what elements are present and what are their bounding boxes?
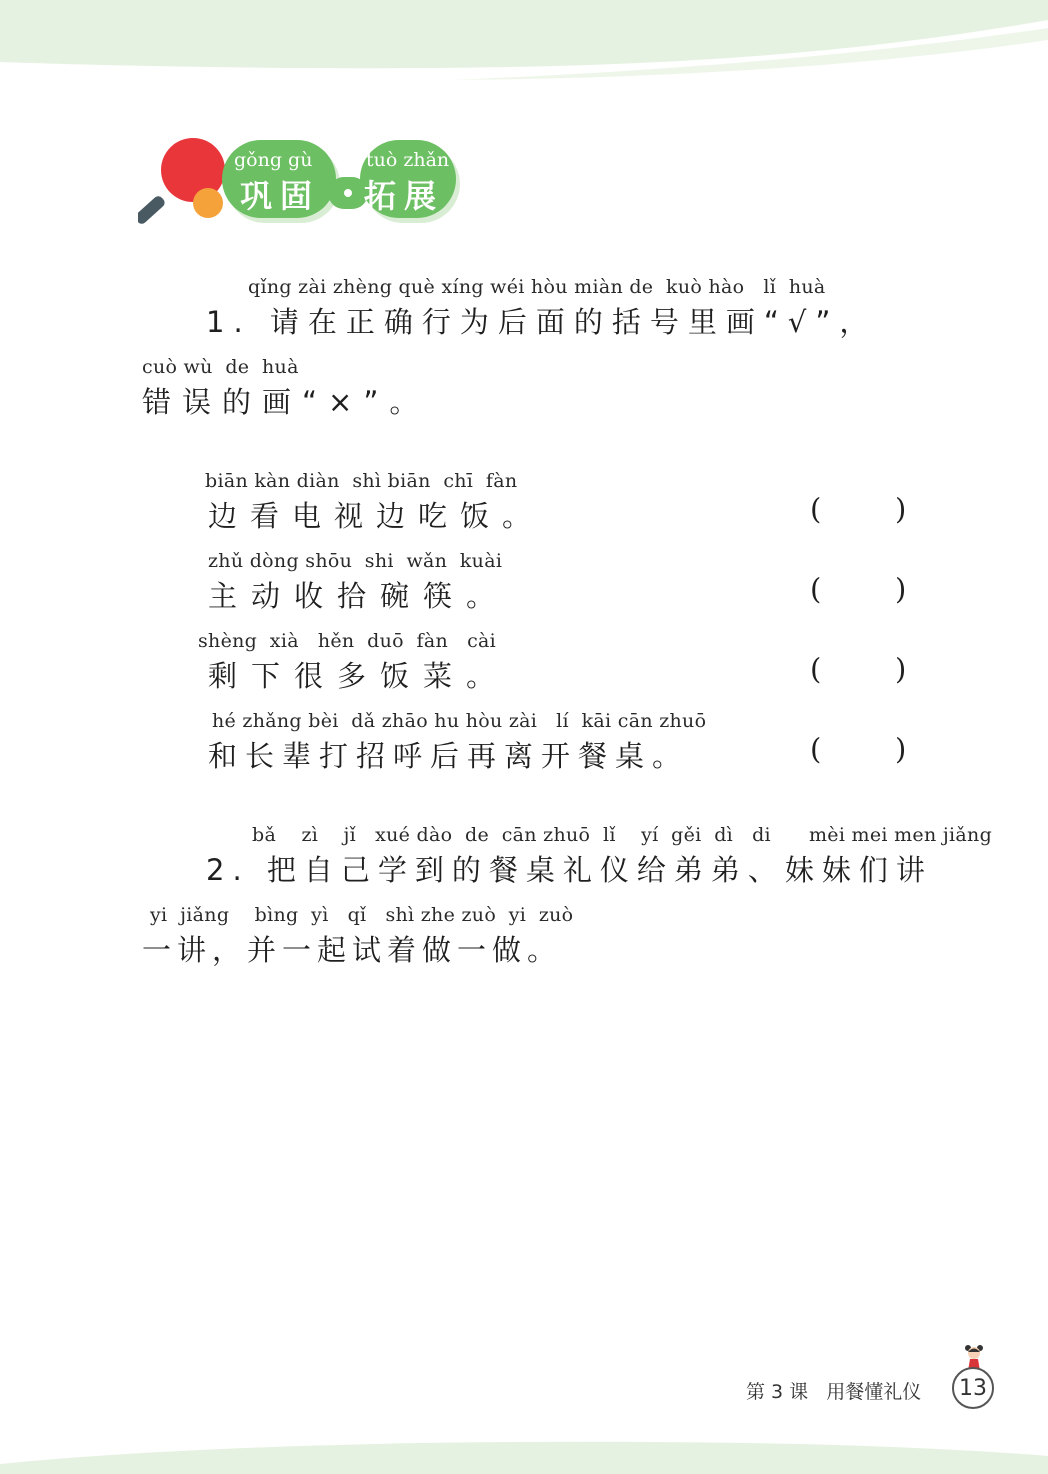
q2-text-line-2: 一讲，并一起试着做一做。: [142, 933, 563, 967]
q1-pinyin-line-1: qǐng zài zhèng què xíng wéi hòu miàn de kuò hào lǐ huà: [248, 276, 826, 298]
section-badge: [138, 135, 468, 230]
item-pinyin: biān kàn diàn shì biān chī fàn: [205, 470, 518, 492]
page-number: 13: [959, 1376, 987, 1401]
item-text: 和长辈打招呼后再离开餐桌。: [208, 739, 690, 773]
item-pinyin: shèng xià hěn duō fàn cài: [198, 630, 497, 652]
q2-pinyin-line-1: bǎ zì jǐ xué dào de cān zhuō lǐ yí gěi dì di mèi mei men jiǎng: [252, 824, 993, 846]
badge-title-right: 拓展: [364, 177, 445, 215]
answer-brackets[interactable]: ( ): [810, 652, 907, 686]
item-pinyin: zhǔ dòng shōu shi wǎn kuài: [208, 550, 503, 572]
answer-brackets[interactable]: ( ): [810, 492, 907, 526]
answer-brackets[interactable]: ( ): [810, 732, 907, 766]
item-text: 主动收拾碗筷。: [208, 579, 510, 613]
q2-text-line-1: 2. 把自己学到的餐桌礼仪给弟弟、妹妹们讲: [206, 853, 933, 887]
item-text: 剩下很多饭菜。: [208, 659, 510, 693]
item-text: 边看电视边吃饭。: [208, 499, 545, 533]
badge-pinyin-left: gǒng gù: [234, 149, 313, 171]
answer-brackets[interactable]: ( ): [810, 572, 907, 606]
q1-text-line-1: 1. 请在正确行为后面的括号里画“√”，: [206, 305, 878, 339]
lesson-title: 第 3 课 用餐懂礼仪: [746, 1381, 922, 1403]
badge-pinyin-right: tuò zhǎn: [366, 149, 450, 171]
page-number-badge: [952, 1367, 994, 1409]
item-pinyin: hé zhǎng bèi dǎ zhāo hu hòu zài lí kāi cān zhuō: [212, 710, 707, 732]
q2-pinyin-line-2: yi jiǎng bìng yì qǐ shì zhe zuò yi zuò: [150, 904, 574, 926]
q1-text-line-2: 错误的画“×”。: [142, 385, 430, 419]
badge-separator-dot: [328, 177, 368, 209]
top-decoration: [0, 0, 1048, 100]
bottom-decoration: [0, 1424, 1048, 1474]
q1-pinyin-line-2: cuò wù de huà: [142, 356, 299, 378]
badge-title-left: 巩固: [240, 177, 321, 215]
